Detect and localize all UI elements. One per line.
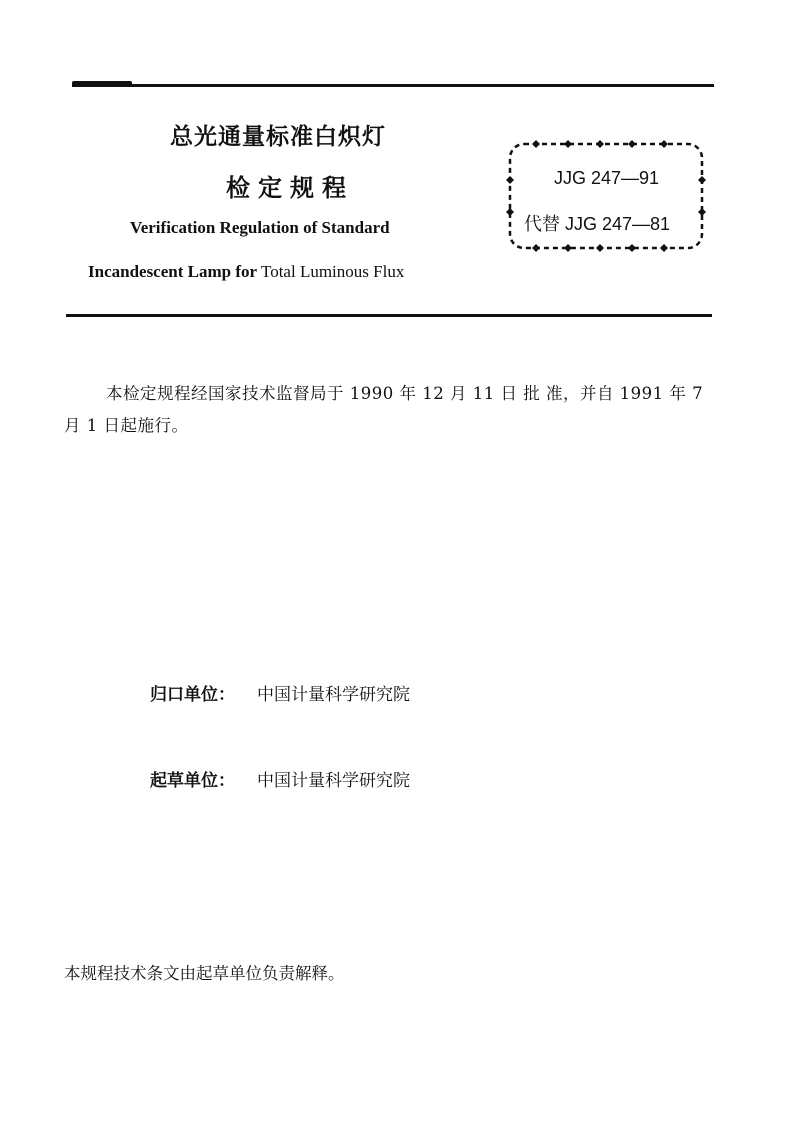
title-english-line1: Verification Regulation of Standard [130,218,390,237]
replaces-code: 代替 JJG 247—81 [524,214,671,234]
standard-code: JJG 247—91 [554,168,660,188]
title-english-line2-bold: Incandescent Lamp for [88,262,258,281]
responsible-unit-row [150,680,410,705]
drafting-unit-label: 起草单位： [150,771,235,791]
approval-statement: 本检定规程经国家技术监督局于 1990 年 12 月 11 日 批 准，并自 1991 年 7 月 1 日起施行。 [64,384,704,435]
subtitle-chinese: 检定规程 [226,174,354,202]
bottom-rule [66,314,712,317]
standard-code-box [506,140,706,252]
title-english-line2-rest: Total Luminous Flux [257,262,405,281]
drafting-unit-value: 中国计量科学研究院 [257,771,410,791]
title-english-line2 [88,262,404,282]
interpretation-note: 本规程技术条文由起草单位负责解释。 [64,964,345,983]
responsible-unit-label: 归口单位： [150,685,235,705]
title-chinese: 总光通量标准白炽灯 [170,124,386,150]
top-rule [72,84,714,87]
drafting-unit-row [150,766,410,791]
responsible-unit-value: 中国计量科学研究院 [257,685,410,705]
